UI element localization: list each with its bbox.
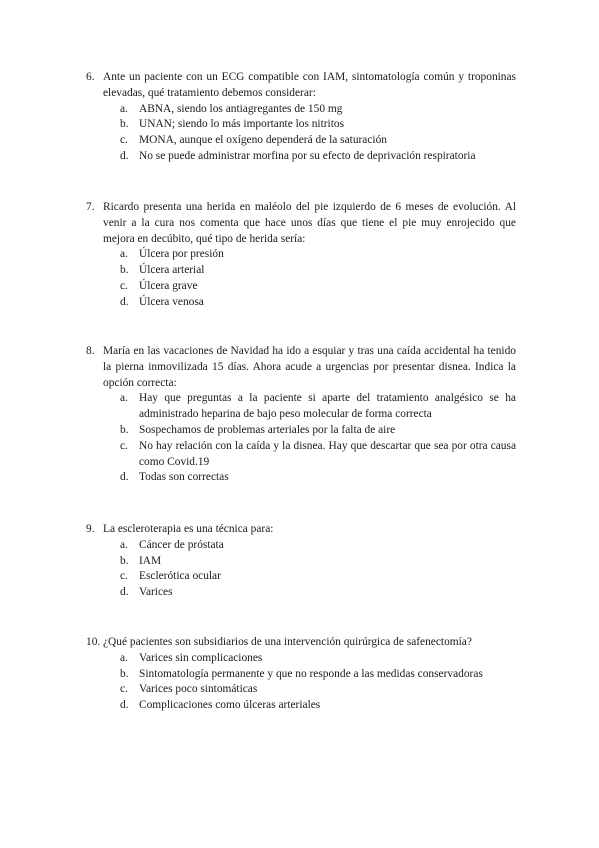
question-header xyxy=(86,344,516,391)
option-letter: b. xyxy=(120,423,129,436)
option-a xyxy=(120,102,516,118)
option-b xyxy=(120,117,516,133)
option-letter: a. xyxy=(120,102,128,115)
option-text: MONA, aunque el oxígeno dependerá de la saturación xyxy=(139,134,387,147)
option-text: Úlcera arterial xyxy=(139,264,205,277)
option-text: Cáncer de próstata xyxy=(139,538,224,551)
option-letter: a. xyxy=(120,392,128,405)
option-letter: d. xyxy=(120,149,129,162)
option-c xyxy=(120,133,516,149)
option-letter: d. xyxy=(120,295,129,308)
option-letter: a. xyxy=(120,248,128,261)
question-6 xyxy=(86,70,516,165)
options-list xyxy=(86,102,516,165)
option-letter: b. xyxy=(120,264,129,277)
question-text: La escleroterapia es una técnica para: xyxy=(103,523,274,535)
option-d xyxy=(120,698,516,714)
option-letter: d. xyxy=(120,699,129,712)
question-header xyxy=(86,70,516,102)
question-text: Ricardo presenta una herida en maléolo del pie izquierdo de 6 meses de evolución. Al venir a la cura nos comenta que hace unos días que tiene el pie muy enrojecido que mejora en decúbito, qué tipo de herida sería: xyxy=(103,201,516,245)
question-number: 10. xyxy=(86,636,101,648)
option-letter: c. xyxy=(120,134,128,147)
option-letter: c. xyxy=(120,279,128,292)
options-list xyxy=(86,247,516,310)
option-text: Varices sin complicaciones xyxy=(139,651,263,664)
question-text: María en las vacaciones de Navidad ha ido a esquiar y tras una caída accidental ha tenido la pierna inmovilizada 15 días. Ahora acude a urgencias por presentar disnea. Indica la opción correcta: xyxy=(103,345,516,389)
question-9 xyxy=(86,522,516,601)
options-list xyxy=(86,391,516,486)
option-text: No hay relación con la caída y la disnea. Hay que descartar que sea por otra causa como Covid.19 xyxy=(139,439,516,468)
option-text: Úlcera grave xyxy=(139,279,198,292)
question-number: 9. xyxy=(86,523,95,535)
option-c xyxy=(120,682,516,698)
option-text: No se puede administrar morfina por su efecto de deprivación respiratoria xyxy=(139,149,476,162)
option-c xyxy=(120,279,516,295)
option-a xyxy=(120,391,516,423)
option-text: Úlcera por presión xyxy=(139,248,224,261)
option-text: Varices xyxy=(139,586,173,599)
option-b xyxy=(120,263,516,279)
option-c xyxy=(120,569,516,585)
option-letter: c. xyxy=(120,683,128,696)
option-letter: b. xyxy=(120,667,129,680)
option-a xyxy=(120,538,516,554)
option-text: Úlcera venosa xyxy=(139,295,204,308)
option-d xyxy=(120,585,516,601)
option-b xyxy=(120,667,516,683)
option-d xyxy=(120,149,516,165)
option-letter: c. xyxy=(120,439,128,452)
option-d xyxy=(120,295,516,311)
question-number: 8. xyxy=(86,345,95,357)
option-text: Esclerótica ocular xyxy=(139,570,221,583)
option-letter: a. xyxy=(120,651,128,664)
option-text: ABNA, siendo los antiagregantes de 150 mg xyxy=(139,102,343,115)
option-letter: b. xyxy=(120,554,129,567)
option-text: IAM xyxy=(139,554,162,567)
option-a xyxy=(120,651,516,667)
options-list xyxy=(86,651,516,714)
question-number: 7. xyxy=(86,201,95,213)
option-text: UNAN; siendo lo más importante los nitritos xyxy=(139,118,345,131)
option-letter: d. xyxy=(120,471,129,484)
option-c xyxy=(120,439,516,471)
question-header xyxy=(86,522,516,538)
option-letter: c. xyxy=(120,570,128,583)
question-text: ¿Qué pacientes son subsidiarios de una intervención quirúrgica de safenectomía? xyxy=(103,636,472,648)
option-text: Todas son correctas xyxy=(139,471,229,484)
question-text: Ante un paciente con un ECG compatible con IAM, sintomatología común y troponinas elevadas, qué tratamiento debemos considerar: xyxy=(103,71,516,99)
option-text: Sospechamos de problemas arteriales por la falta de aire xyxy=(139,423,396,436)
question-header xyxy=(86,635,516,651)
option-text: Sintomatología permanente y que no responde a las medidas conservadoras xyxy=(139,667,483,680)
option-b xyxy=(120,423,516,439)
option-letter: b. xyxy=(120,118,129,131)
option-a xyxy=(120,247,516,263)
option-b xyxy=(120,554,516,570)
question-number: 6. xyxy=(86,71,95,83)
question-8 xyxy=(86,344,516,486)
option-text: Hay que preguntas a la paciente si aparte del tratamiento analgésico se ha administrado heparina de bajo peso molecular de forma correcta xyxy=(139,392,516,421)
question-header xyxy=(86,200,516,247)
option-text: Varices poco sintomáticas xyxy=(139,683,258,696)
question-7 xyxy=(86,200,516,311)
option-letter: d. xyxy=(120,586,129,599)
question-10 xyxy=(86,635,516,714)
option-d xyxy=(120,470,516,486)
options-list xyxy=(86,538,516,601)
option-text: Complicaciones como úlceras arteriales xyxy=(139,699,321,712)
option-letter: a. xyxy=(120,538,128,551)
